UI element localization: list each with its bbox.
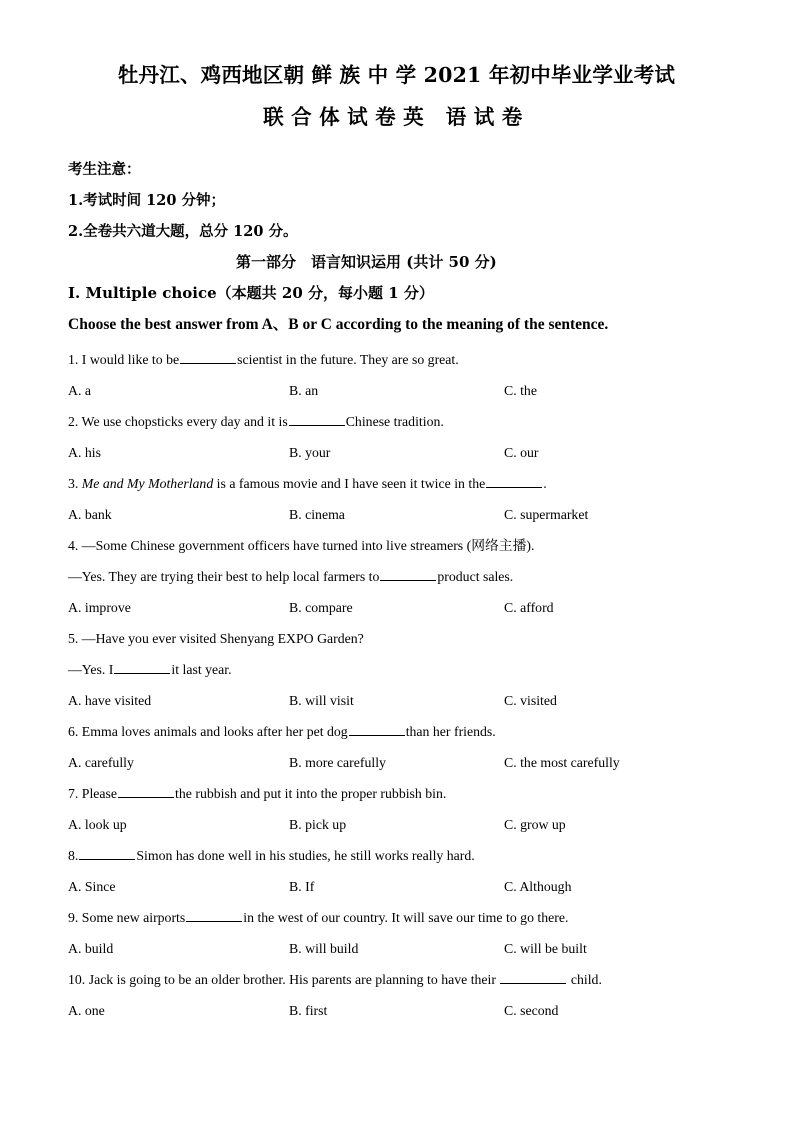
option-a[interactable]: A. have visited — [68, 693, 152, 708]
question-options — [68, 995, 733, 1026]
question-stem-before: is a famous movie and I have seen it twice in the — [213, 476, 486, 491]
question-stem — [68, 406, 733, 437]
question-options — [68, 871, 733, 902]
question-item — [68, 468, 733, 530]
option-c[interactable]: C. supermarket — [504, 507, 589, 522]
question-stem-before: —Yes. They are trying their best to help local farmers to — [68, 569, 380, 584]
answer-blank — [380, 568, 436, 581]
notice-item-1: 1.考试时间 120 分钟； — [68, 192, 226, 209]
option-a[interactable]: A. bank — [68, 507, 112, 522]
answer-blank — [500, 971, 566, 984]
question-stem-before: 1. I would like to be — [68, 352, 180, 367]
option-c[interactable]: C. Although — [504, 879, 572, 894]
answer-blank — [180, 351, 236, 364]
option-a[interactable]: A. build — [68, 941, 114, 956]
option-c[interactable]: C. the — [504, 383, 537, 398]
answer-blank — [118, 785, 174, 798]
question-options — [68, 592, 733, 623]
question-options — [68, 809, 733, 840]
question-item — [68, 716, 733, 778]
option-a[interactable]: A. improve — [68, 600, 131, 615]
notice-heading: 考生注意： — [68, 161, 141, 178]
question-stem-after: product sales. — [437, 569, 514, 584]
question-dialogue-line-1: 4. —Some Chinese government officers have turned into live streamers (网络主播). — [68, 538, 535, 553]
question-stem-after: child. — [567, 972, 602, 987]
option-a[interactable]: A. look up — [68, 817, 127, 832]
question-item — [68, 406, 733, 468]
option-a[interactable]: A. his — [68, 445, 101, 460]
part-one-heading: 第一部分 语言知识运用 (共计 50 分) — [236, 253, 497, 271]
option-b[interactable]: B. will build — [289, 941, 359, 956]
section-instruction: Choose the best answer from A、B or C according to the meaning of the sentence. — [68, 316, 609, 333]
option-c[interactable]: C. our — [504, 445, 539, 460]
answer-blank — [114, 661, 170, 674]
question-stem-after: it last year. — [171, 662, 232, 677]
option-c[interactable]: C. will be built — [504, 941, 587, 956]
question-stem-after: than her friends. — [405, 724, 496, 739]
option-a[interactable]: A. a — [68, 383, 91, 398]
answer-blank — [289, 413, 345, 426]
question-options — [68, 933, 733, 964]
option-b[interactable]: B. cinema — [289, 507, 345, 522]
question-item — [68, 840, 733, 902]
question-item — [68, 344, 733, 406]
option-b[interactable]: B. pick up — [289, 817, 347, 832]
question-stem-after: Chinese tradition. — [345, 414, 444, 429]
paper-title-line-2: 联合体试卷英 语试卷 — [263, 105, 530, 129]
question-dialogue-line-1: 5. —Have you ever visited Shenyang EXPO Garden? — [68, 631, 364, 646]
answer-blank — [186, 909, 242, 922]
question-options — [68, 685, 733, 716]
question-stem-after: the rubbish and put it into the proper rubbish bin. — [175, 786, 447, 801]
question-stem — [68, 964, 733, 995]
movie-title-italic: Me and My Motherland — [81, 476, 214, 491]
answer-blank — [486, 475, 542, 488]
question-stem-after: scientist in the future. They are so great. — [237, 352, 459, 367]
question-item — [68, 778, 733, 840]
question-stem — [68, 468, 733, 499]
option-b[interactable]: B. If — [289, 879, 315, 894]
question-options — [68, 437, 733, 468]
question-stem-before: 7. Please — [68, 786, 118, 801]
option-c[interactable]: C. visited — [504, 693, 557, 708]
question-item — [68, 964, 733, 1026]
option-b[interactable]: B. more carefully — [289, 755, 386, 770]
question-stem-before: 2. We use chopsticks every day and it is — [68, 414, 288, 429]
question-options — [68, 375, 733, 406]
paper-title-block — [0, 60, 793, 132]
question-list — [68, 344, 733, 1026]
question-stem-before: 6. Emma loves animals and looks after her pet dog — [68, 724, 348, 739]
question-stem-before: 10. Jack is going to be an older brother. His parents are planning to have their — [68, 972, 500, 987]
notice-item-2: 2.全卷共六道大题，总分 120 分。 — [68, 223, 298, 240]
question-number: 3. — [68, 476, 82, 491]
option-c[interactable]: C. grow up — [504, 817, 566, 832]
question-item — [68, 902, 733, 964]
option-b[interactable]: B. your — [289, 445, 331, 460]
question-stem-after: in the west of our country. It will save our time to go there. — [243, 910, 569, 925]
question-stem-before: 9. Some new airports — [68, 910, 186, 925]
question-options — [68, 499, 733, 530]
option-c[interactable]: C. second — [504, 1003, 559, 1018]
option-c[interactable]: C. the most carefully — [504, 755, 620, 770]
question-stem — [68, 902, 733, 933]
option-a[interactable]: A. Since — [68, 879, 116, 894]
option-b[interactable]: B. will visit — [289, 693, 354, 708]
question-stem — [68, 840, 733, 871]
option-a[interactable]: A. one — [68, 1003, 105, 1018]
question-stem — [68, 561, 733, 592]
question-item — [68, 623, 733, 716]
option-b[interactable]: B. an — [289, 383, 319, 398]
question-stem-after: Simon has done well in his studies, he still works really hard. — [136, 848, 475, 863]
question-stem — [68, 778, 733, 809]
paper-title-line-1: 牡丹江、鸡西地区朝 鲜 族 中 学 2021 年初中毕业学业考试 — [117, 63, 676, 87]
section-heading-multiple-choice: I. Multiple choice（本题共 20 分，每小题 1 分） — [68, 284, 434, 302]
option-b[interactable]: B. compare — [289, 600, 353, 615]
question-stem — [68, 344, 733, 375]
option-c[interactable]: C. afford — [504, 600, 554, 615]
question-stem — [68, 654, 733, 685]
question-stem-before: —Yes. I — [68, 662, 114, 677]
question-options — [68, 747, 733, 778]
question-stem-before: 8. — [68, 848, 79, 863]
answer-blank — [79, 847, 135, 860]
answer-blank — [349, 723, 405, 736]
question-item — [68, 530, 733, 623]
option-a[interactable]: A. carefully — [68, 755, 134, 770]
question-stem-after: . — [543, 476, 547, 491]
question-stem — [68, 716, 733, 747]
candidate-notice — [68, 154, 725, 247]
option-b[interactable]: B. first — [289, 1003, 328, 1018]
